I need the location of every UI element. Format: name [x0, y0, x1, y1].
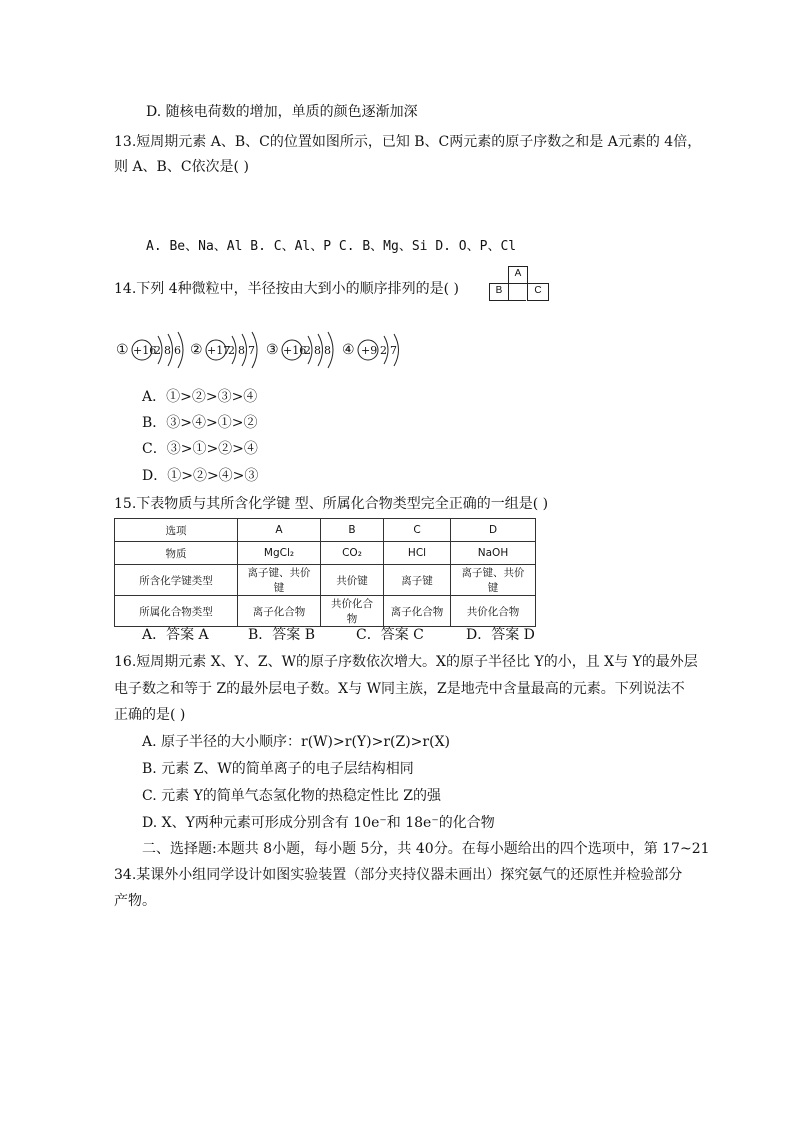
- table-cell: C: [384, 519, 451, 542]
- table-cell: 物质: [115, 542, 238, 565]
- table-row: [115, 596, 536, 627]
- table-row: [115, 542, 536, 565]
- table-cell: 离子化合物: [384, 596, 451, 627]
- table-cell: 共价键: [321, 565, 384, 596]
- table-cell: 共价化合物: [451, 596, 536, 627]
- table-cell: B: [321, 519, 384, 542]
- q16-stem-line1: 16.短周期元素 X、Y、Z、W的原子序数依次增大。X的原子半径比 Y的小，且 X与 Y的最外层: [114, 654, 698, 670]
- q13-stem-line2: 则 A、B、C依次是( ): [114, 159, 249, 175]
- particle-4: [342, 328, 402, 372]
- q13-options: A. Be、Na、Al B. C、Al、P C. B、Mg、Si D. O、P、Cl: [146, 239, 517, 254]
- table-cell: HCl: [384, 542, 451, 565]
- q13-stem-line1: 13.短周期元素 A、B、C的位置如图所示，已知 B、C两元素的原子序数之和是 A元素的 4倍，: [114, 134, 702, 150]
- q14-option-c: C．③>①>②>④: [142, 441, 258, 457]
- q16-option-d: D. X、Y两种元素可形成分别含有 10e⁻和 18e⁻的化合物: [142, 815, 495, 831]
- q16-option-c: C. 元素 Y的简单气态氢化物的热稳定性比 Z的强: [142, 788, 441, 804]
- nucleus-charge: +16: [133, 344, 157, 357]
- section2-heading: 二、选择题:本题共 8小题，每小题 5分，共 40分。在每小题给出的四个选项中，第 17~21: [142, 841, 710, 857]
- table-cell: 离子化合物: [238, 596, 321, 627]
- table-cell: 离子键: [384, 565, 451, 596]
- q15-option-c: C．答案 C: [356, 627, 424, 643]
- table-cell: MgCl₂: [238, 542, 321, 565]
- electron-shells: 287: [228, 344, 258, 357]
- particle-3: [266, 328, 336, 372]
- q15-option-a: A．答案 A: [142, 627, 209, 643]
- q34-line1: 34.某课外小组同学设计如图实验装置（部分夹持仪器未画出）探究氨气的还原性并检验部分: [114, 867, 683, 883]
- table-header-row: [115, 519, 536, 542]
- q34-line2: 产物。: [114, 893, 156, 909]
- q12-option-d: D. 随核电荷数的增加，单质的颜色逐渐加深: [146, 104, 418, 120]
- figure-cell-b: B: [489, 283, 509, 301]
- q16-option-b: B. 元素 Z、W的简单离子的电子层结构相同: [142, 761, 414, 777]
- q14-stem: 14.下列 4种微粒中，半径按由大到小的顺序排列的是( ): [114, 281, 459, 297]
- q15-table: [114, 518, 536, 627]
- q16-stem-line2: 电子数之和等于 Z的最外层电子数。X与 W同主族，Z是地壳中含量最高的元素。下列说法不: [114, 681, 685, 697]
- table-row: [115, 565, 536, 596]
- q14-option-a: A．①>②>③>④: [142, 389, 258, 405]
- q16-option-a: A. 原子半径的大小顺序：r(W)>r(Y)>r(Z)>r(X): [142, 734, 450, 750]
- q15-option-d: D．答案 D: [466, 627, 535, 643]
- table-cell: 共价化合物: [321, 596, 384, 627]
- electron-shells: 288: [304, 344, 334, 357]
- figure-cell-empty: [508, 283, 526, 301]
- q15-stem: 15.下表物质与其所含化学键 型、所属化合物类型完全正确的一组是( ): [114, 496, 549, 512]
- figure-cell-c: C: [527, 283, 549, 301]
- table-cell: 所含化学键类型: [115, 565, 238, 596]
- table-cell: D: [451, 519, 536, 542]
- table-cell: CO₂: [321, 542, 384, 565]
- nucleus-charge: +16: [283, 344, 307, 357]
- q15-option-b: B．答案 B: [248, 627, 316, 643]
- table-cell: 离子键、共价键: [238, 565, 321, 596]
- table-cell: 选项: [115, 519, 238, 542]
- electron-shells: 286: [154, 344, 184, 357]
- nucleus-charge: +17: [207, 344, 231, 357]
- figure-cell-a: A: [508, 266, 528, 284]
- table-cell: 所属化合物类型: [115, 596, 238, 627]
- table-cell: NaOH: [451, 542, 536, 565]
- table-cell: 离子键、共价键: [451, 565, 536, 596]
- particle-2: [190, 328, 260, 372]
- table-cell: A: [238, 519, 321, 542]
- q16-stem-line3: 正确的是( ): [114, 707, 186, 723]
- q14-option-d: D．①>②>④>③: [142, 468, 259, 484]
- particle-index: ①: [116, 342, 129, 358]
- particle-1: [116, 328, 186, 372]
- electron-shells: 27: [380, 344, 400, 357]
- particle-index: ②: [190, 342, 203, 358]
- particle-index: ③: [266, 342, 279, 358]
- particle-index: ④: [342, 342, 355, 358]
- nucleus-charge: +9: [361, 344, 378, 357]
- q14-option-b: B．③>④>①>②: [142, 415, 258, 431]
